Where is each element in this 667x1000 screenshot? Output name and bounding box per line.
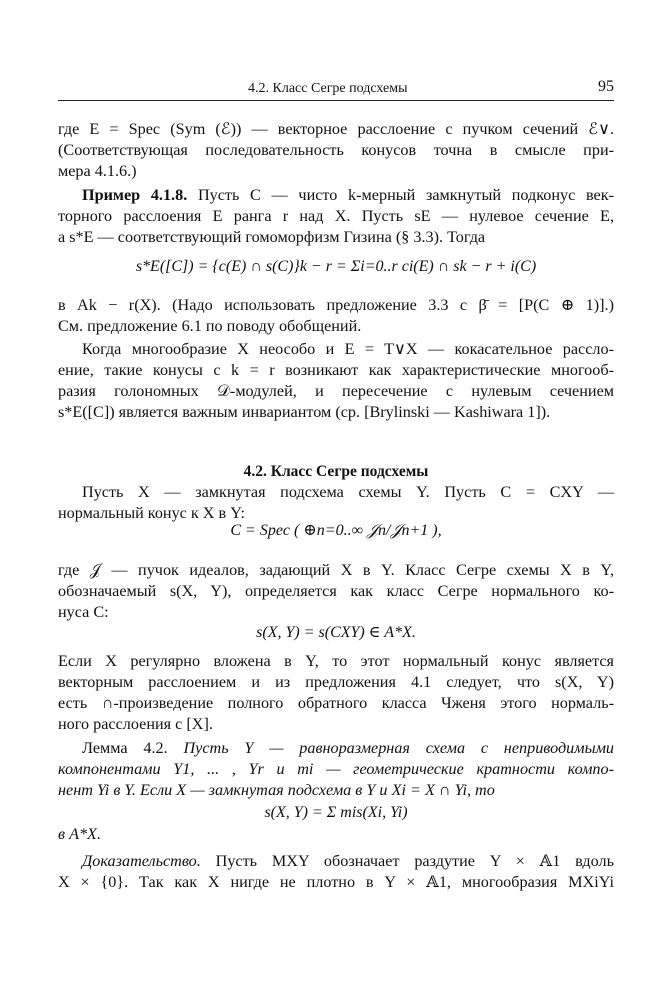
text-line: разия голономных 𝒟-модулей, и пересечение с нулевым сечением: [58, 382, 614, 400]
example-label: Пример 4.1.8.: [82, 186, 188, 204]
lemma-paragraph: [58, 738, 614, 801]
intro-paragraph: [58, 119, 614, 182]
text-line: [58, 851, 614, 872]
text-line: s*E([C]) является важным инвариантом (ср. [Brylinski — Kashiwara 1]).: [58, 403, 551, 421]
segre-class-formula: s(X, Y) = s(CXY) ∈ A*X.: [256, 624, 416, 641]
normal-cone-formula: C = Spec ( ⊕n=0..∞ 𝒥n/𝒥n+1 ),: [230, 522, 442, 539]
text-line: есть ∩-произведение полного обратного класса Чженя этого нормаль-: [58, 694, 614, 712]
section-paragraph-3: [58, 651, 614, 735]
text-line: векторным расслоением и из предложения 4.1 следует, что s(X, Y): [58, 673, 614, 691]
text-line: в A*X.: [58, 825, 101, 843]
page-number: 95: [598, 78, 614, 95]
text-line: (Соответствующая последовательность конусов точна в смысле при-: [58, 141, 614, 159]
text-line: торного расслоения E ранга r над X. Пусть sE — нулевое сечение E,: [58, 207, 614, 225]
proof-label: Доказательство.: [82, 852, 201, 870]
text-fragment: Пусть MXY обозначает раздутие Y × 𝔸1 вдоль: [200, 852, 614, 870]
section-paragraph-2: [58, 560, 614, 623]
text-line: нуса C:: [58, 603, 109, 621]
proof-paragraph: [58, 851, 614, 893]
text-line: ение, такие конусы с k = r возникают как характеристические многооб-: [58, 361, 614, 379]
running-head: 4.2. Класс Сегре подсхемы: [248, 81, 408, 96]
text-line: где 𝒥 — пучок идеалов, задающий X в Y. Класс Сегре схемы X в Y,: [58, 561, 614, 579]
gysin-formula: s*E([C]) = {c(E) ∩ s(C)}k − r = Σi=0..r ci(E) ∩ sk − r + i(C): [135, 258, 537, 275]
text-line: Когда многообразие X неособо и E = T∨X — кокасательное рассло-: [82, 340, 614, 358]
example-continuation: [58, 295, 614, 337]
page-header: [58, 78, 614, 101]
example-paragraph: [58, 185, 614, 248]
text-line: где E = Spec (Sym (ℰ)) — векторное расслоение с пучком сечений ℰ∨.: [58, 120, 614, 138]
text-line: См. предложение 6.1 по поводу обобщений.: [58, 317, 362, 335]
text-line: [58, 185, 614, 206]
lemma-tail: [58, 824, 614, 845]
text-line: нент Yi в Y. Если X — замкнутая подсхема в Y и Xi = X ∩ Yi, то: [58, 781, 495, 799]
text-fragment: Пусть Y — равноразмерная схема с неприводимыми: [167, 739, 614, 757]
text-line: [58, 738, 614, 759]
text-line: нормальный конус к X в Y:: [58, 504, 245, 522]
text-line: ного расслоения с [X].: [58, 715, 213, 733]
remark-paragraph: [58, 339, 614, 423]
text-line: в Ak − r(X). (Надо использовать предложение 3.3 с β̄ = [P(C ⊕ 1)].): [58, 296, 614, 314]
lemma-formula: s(X, Y) = Σ mis(Xi, Yi): [264, 804, 408, 821]
text-line: мера 4.1.6.): [58, 162, 137, 180]
text-line: Если X регулярно вложена в Y, то этот нормальный конус является: [58, 652, 614, 670]
text-fragment: Пусть C — чисто k-мерный замкнутый подконус век-: [187, 186, 614, 204]
lemma-label: Лемма 4.2.: [82, 739, 168, 757]
text-line: X × {0}. Так как X нигде не плотно в Y × 𝔸1, многообразия MXiYi: [58, 873, 614, 891]
section-paragraph-1: [58, 482, 614, 524]
text-line: компонентами Y1, ... , Yr и mi — геометрические кратности компо-: [58, 760, 614, 778]
text-line: а s*E — соответствующий гомоморфизм Гизина (§ 3.3). Тогда: [58, 228, 486, 246]
text-line: Пусть X — замкнутая подсхема схемы Y. Пусть C = CXY —: [82, 483, 614, 501]
text-line: обозначаемый s(X, Y), определяется как класс Сегре нормального ко-: [58, 582, 614, 600]
section-title: 4.2. Класс Сегре подсхемы: [243, 463, 429, 480]
